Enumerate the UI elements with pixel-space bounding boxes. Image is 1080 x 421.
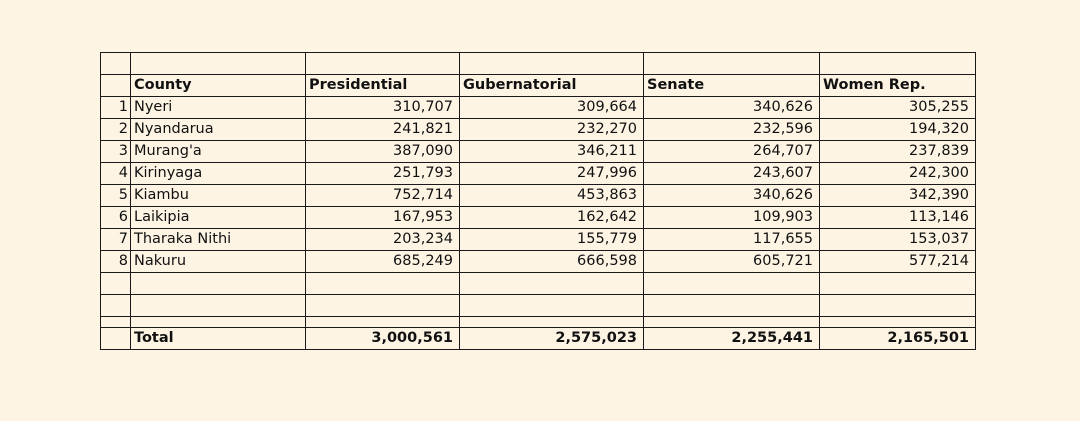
row-index: 4 xyxy=(101,163,131,185)
empty-cell xyxy=(460,317,644,328)
row-index: 2 xyxy=(101,119,131,141)
women-rep-votes: 305,255 xyxy=(820,97,976,119)
presidential-votes: 167,953 xyxy=(306,207,460,229)
row-index: 1 xyxy=(101,97,131,119)
gubernatorial-votes: 247,996 xyxy=(460,163,644,185)
gubernatorial-votes: 309,664 xyxy=(460,97,644,119)
total-label: Total xyxy=(131,328,306,350)
row-index: 5 xyxy=(101,185,131,207)
senate-votes: 109,903 xyxy=(644,207,820,229)
total-gubernatorial: 2,575,023 xyxy=(460,328,644,350)
empty-cell xyxy=(644,295,820,317)
senate-votes: 117,655 xyxy=(644,229,820,251)
presidential-votes: 752,714 xyxy=(306,185,460,207)
county-name: Nyeri xyxy=(131,97,306,119)
table-row xyxy=(101,119,976,141)
women-rep-votes: 237,839 xyxy=(820,141,976,163)
results-table xyxy=(100,52,976,350)
presidential-votes: 387,090 xyxy=(306,141,460,163)
total-presidential: 3,000,561 xyxy=(306,328,460,350)
table-row xyxy=(101,251,976,273)
senate-votes: 243,607 xyxy=(644,163,820,185)
empty-cell xyxy=(101,295,131,317)
empty-cell xyxy=(820,317,976,328)
total-row xyxy=(101,328,976,350)
county-name: Kiambu xyxy=(131,185,306,207)
senate-votes: 340,626 xyxy=(644,185,820,207)
empty-cell xyxy=(101,75,131,97)
row-index: 7 xyxy=(101,229,131,251)
empty-cell xyxy=(644,273,820,295)
empty-cell xyxy=(101,328,131,350)
women-rep-votes: 153,037 xyxy=(820,229,976,251)
empty-cell xyxy=(820,295,976,317)
empty-cell xyxy=(131,295,306,317)
senate-votes: 232,596 xyxy=(644,119,820,141)
empty-cell xyxy=(101,273,131,295)
header-gubernatorial: Gubernatorial xyxy=(460,75,644,97)
empty-cell xyxy=(306,273,460,295)
county-name: Nyandarua xyxy=(131,119,306,141)
county-name: Laikipia xyxy=(131,207,306,229)
table-row xyxy=(101,185,976,207)
table-row xyxy=(101,207,976,229)
row-index: 3 xyxy=(101,141,131,163)
empty-cell xyxy=(306,295,460,317)
header-senate: Senate xyxy=(644,75,820,97)
gubernatorial-votes: 346,211 xyxy=(460,141,644,163)
presidential-votes: 251,793 xyxy=(306,163,460,185)
senate-votes: 605,721 xyxy=(644,251,820,273)
empty-cell xyxy=(820,273,976,295)
empty-cell xyxy=(644,53,820,75)
presidential-votes: 685,249 xyxy=(306,251,460,273)
empty-cell xyxy=(460,53,644,75)
empty-cell xyxy=(644,317,820,328)
women-rep-votes: 342,390 xyxy=(820,185,976,207)
empty-row xyxy=(101,273,976,295)
header-row xyxy=(101,75,976,97)
gubernatorial-votes: 666,598 xyxy=(460,251,644,273)
header-county: County xyxy=(131,75,306,97)
header-presidential: Presidential xyxy=(306,75,460,97)
women-rep-votes: 194,320 xyxy=(820,119,976,141)
table-row xyxy=(101,97,976,119)
empty-cell xyxy=(101,53,131,75)
empty-cell xyxy=(460,295,644,317)
senate-votes: 340,626 xyxy=(644,97,820,119)
total-women-rep: 2,165,501 xyxy=(820,328,976,350)
presidential-votes: 241,821 xyxy=(306,119,460,141)
gubernatorial-votes: 232,270 xyxy=(460,119,644,141)
senate-votes: 264,707 xyxy=(644,141,820,163)
empty-cell xyxy=(306,317,460,328)
women-rep-votes: 242,300 xyxy=(820,163,976,185)
gubernatorial-votes: 162,642 xyxy=(460,207,644,229)
empty-cell xyxy=(131,273,306,295)
empty-cell xyxy=(131,317,306,328)
spacer-row xyxy=(101,317,976,328)
row-index: 6 xyxy=(101,207,131,229)
presidential-votes: 203,234 xyxy=(306,229,460,251)
presidential-votes: 310,707 xyxy=(306,97,460,119)
county-name: Murang'a xyxy=(131,141,306,163)
table-row xyxy=(101,229,976,251)
empty-cell xyxy=(460,273,644,295)
county-name: Tharaka Nithi xyxy=(131,229,306,251)
table-row xyxy=(101,141,976,163)
empty-row xyxy=(101,295,976,317)
gubernatorial-votes: 155,779 xyxy=(460,229,644,251)
empty-cell xyxy=(101,317,131,328)
county-name: Kirinyaga xyxy=(131,163,306,185)
table-row xyxy=(101,163,976,185)
women-rep-votes: 577,214 xyxy=(820,251,976,273)
header-women-rep: Women Rep. xyxy=(820,75,976,97)
empty-cell xyxy=(131,53,306,75)
women-rep-votes: 113,146 xyxy=(820,207,976,229)
county-name: Nakuru xyxy=(131,251,306,273)
row-index: 8 xyxy=(101,251,131,273)
gubernatorial-votes: 453,863 xyxy=(460,185,644,207)
empty-cell xyxy=(306,53,460,75)
empty-cell xyxy=(820,53,976,75)
total-senate: 2,255,441 xyxy=(644,328,820,350)
empty-top-row xyxy=(101,53,976,75)
